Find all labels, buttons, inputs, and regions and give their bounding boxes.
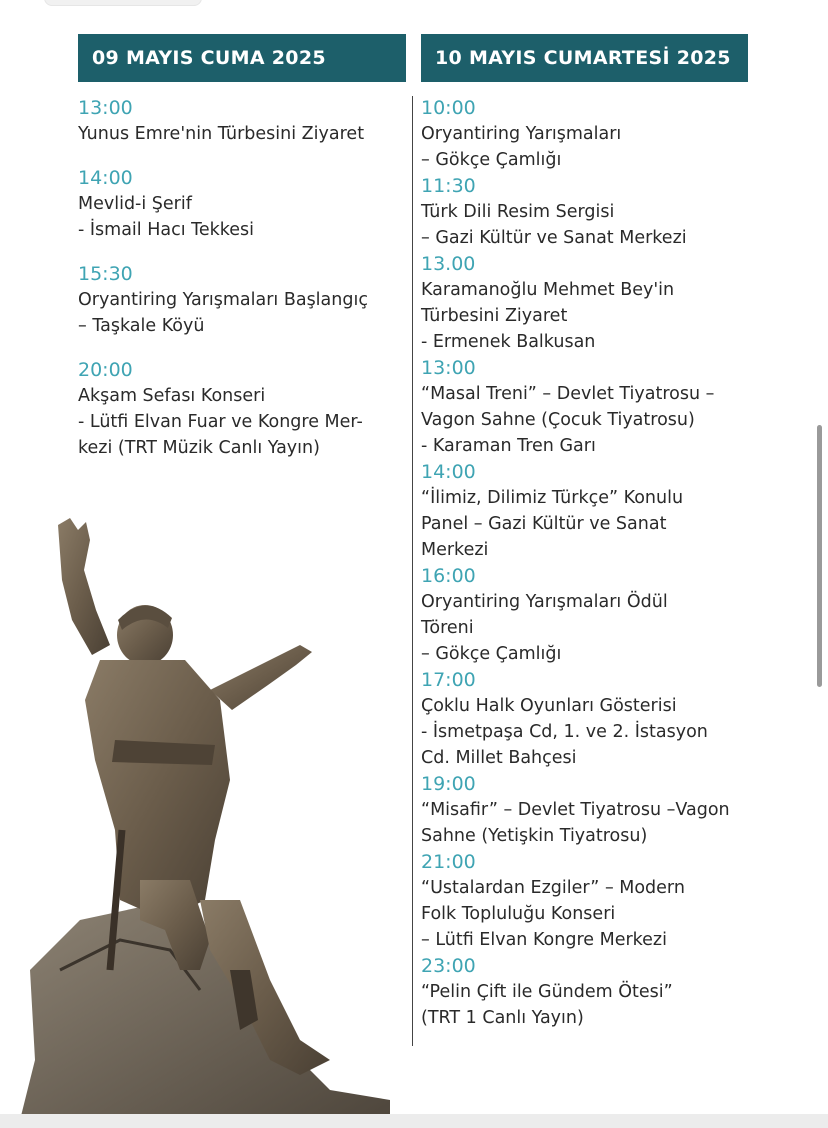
- event-line: Folk Topluluğu Konseri: [421, 904, 616, 924]
- event-line: “Ustalardan Ezgiler” – Modern: [421, 878, 685, 898]
- schedule-item: [421, 251, 751, 355]
- event-line: - Ermenek Balkusan: [421, 332, 596, 352]
- event-line: Oryantiring Yarışmaları Başlangıç: [78, 290, 368, 310]
- day2-header: 10 MAYIS CUMARTESİ 2025: [421, 34, 748, 82]
- day2-schedule: [421, 95, 751, 1031]
- event-line: Vagon Sahne (Çocuk Tiyatrosu): [421, 410, 695, 430]
- event-line: - Lütfi Elvan Fuar ve Kongre Mer-: [78, 412, 363, 432]
- column-divider: [412, 96, 413, 1046]
- event-line: Akşam Sefası Konseri: [78, 386, 266, 406]
- event-time: 14:00: [78, 167, 133, 189]
- event-line: Türbesini Ziyaret: [421, 306, 568, 326]
- event-line: Yunus Emre'nin Türbesini Ziyaret: [78, 124, 365, 144]
- event-line: – Gökçe Çamlığı: [421, 150, 562, 170]
- event-time: 13:00: [78, 97, 133, 119]
- schedule-item: [421, 667, 751, 771]
- schedule-item: [421, 459, 751, 563]
- schedule-item: [421, 563, 751, 667]
- event-line: Töreni: [421, 618, 474, 638]
- event-line: – Gazi Kültür ve Sanat Merkezi: [421, 228, 687, 248]
- schedule-item: [421, 849, 751, 953]
- event-line: (TRT 1 Canlı Yayın): [421, 1008, 584, 1028]
- event-line: Mevlid-i Şerif: [78, 194, 192, 214]
- event-line: “Misafir” – Devlet Tiyatrosu –Vagon: [421, 800, 730, 820]
- event-time: 15:30: [78, 263, 133, 285]
- page-bottom-edge: [0, 1114, 828, 1128]
- event-line: – Taşkale Köyü: [78, 316, 205, 336]
- schedule-item: [78, 165, 403, 243]
- event-line: Türk Dili Resim Sergisi: [421, 202, 615, 222]
- event-line: - İsmail Hacı Tekkesi: [78, 220, 255, 240]
- browser-tab-remnant: [44, 0, 202, 6]
- schedule-item: [421, 95, 751, 173]
- schedule-item: [78, 95, 403, 147]
- schedule-item: [421, 355, 751, 459]
- schedule-item: [421, 953, 751, 1031]
- event-line: Panel – Gazi Kültür ve Sanat: [421, 514, 667, 534]
- event-time: 13.00: [421, 253, 476, 275]
- event-time: 17:00: [421, 669, 476, 691]
- event-time: 14:00: [421, 461, 476, 483]
- event-line: Oryantiring Yarışmaları Ödül: [421, 592, 668, 612]
- event-line: – Lütfi Elvan Kongre Merkezi: [421, 930, 667, 950]
- event-time: 23:00: [421, 955, 476, 977]
- event-time: 19:00: [421, 773, 476, 795]
- event-time: 10:00: [421, 97, 476, 119]
- event-line: - Karaman Tren Garı: [421, 436, 596, 456]
- event-line: – Gökçe Çamlığı: [421, 644, 562, 664]
- schedule-item: [421, 771, 751, 849]
- event-line: Oryantiring Yarışmaları: [421, 124, 622, 144]
- day1-header: 09 MAYIS CUMA 2025: [78, 34, 406, 82]
- event-time: 13:00: [421, 357, 476, 379]
- event-time: 11:30: [421, 175, 476, 197]
- schedule-item: [78, 261, 403, 339]
- event-time: 20:00: [78, 359, 133, 381]
- event-time: 16:00: [421, 565, 476, 587]
- day1-schedule: [78, 95, 403, 479]
- event-line: kezi (TRT Müzik Canlı Yayın): [78, 438, 320, 458]
- event-line: Çoklu Halk Oyunları Gösterisi: [421, 696, 677, 716]
- event-line: Sahne (Yetişkin Tiyatrosu): [421, 826, 648, 846]
- event-time: 21:00: [421, 851, 476, 873]
- event-line: “İlimiz, Dilimiz Türkçe” Konulu: [421, 488, 684, 508]
- event-line: “Pelin Çift ile Gündem Ötesi”: [421, 982, 673, 1002]
- event-line: Cd. Millet Bahçesi: [421, 748, 577, 768]
- schedule-item: [421, 173, 751, 251]
- scrollbar[interactable]: [817, 425, 822, 687]
- event-line: - İsmetpaşa Cd, 1. ve 2. İstasyon: [421, 722, 708, 742]
- event-line: Karamanoğlu Mehmet Bey'in: [421, 280, 675, 300]
- event-line: Merkezi: [421, 540, 489, 560]
- schedule-item: [78, 357, 403, 461]
- statue-image: [0, 500, 400, 1120]
- event-line: “Masal Treni” – Devlet Tiyatrosu –: [421, 384, 715, 404]
